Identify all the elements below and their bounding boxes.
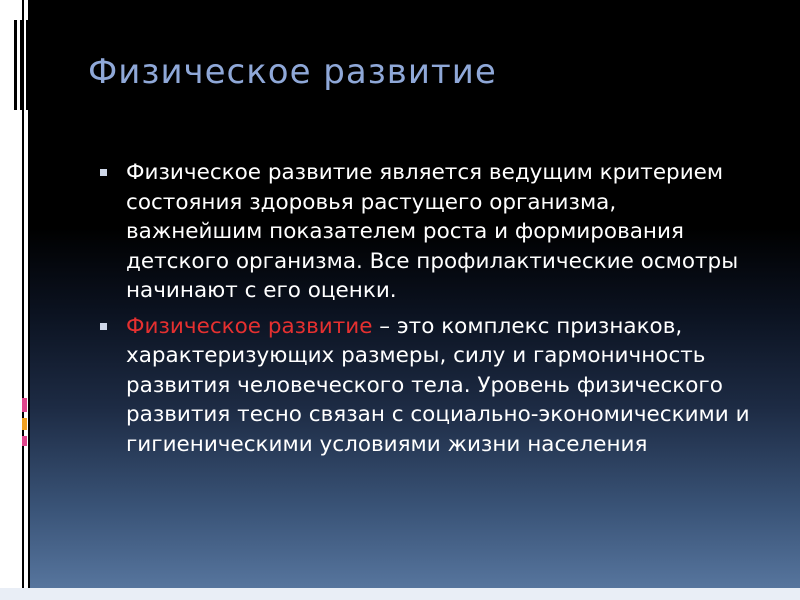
slide-title: Физическое развитие <box>88 52 497 92</box>
bullet-2-highlight: Физическое развитие <box>126 313 373 339</box>
bullet-item-1 <box>100 158 750 306</box>
accent-pink-block-2 <box>22 436 27 446</box>
slide-content <box>100 158 750 465</box>
accent-orange-block <box>22 418 27 430</box>
bullet-2-text: – это комплекс признаков, характеризующих размеры, силу и гармоничность развития человеческого тела. Уровень физического развития тесно связан с социально-экономическими и гигиеническими условиями жизни населения <box>126 313 750 457</box>
vertical-stripes-decoration <box>20 0 36 600</box>
bullet-item-2 <box>100 312 750 460</box>
bullet-square-icon <box>100 323 107 330</box>
bullet-square-icon <box>100 169 107 176</box>
bottom-edge-band <box>0 588 800 600</box>
bullet-1-text: Физическое развитие является ведущим критерием состояния здоровья растущего организма, важнейшим показателем роста и формирования детского организма. Все профилактические осмотры начинают с его оценки. <box>126 160 739 303</box>
accent-pink-block <box>22 398 27 412</box>
